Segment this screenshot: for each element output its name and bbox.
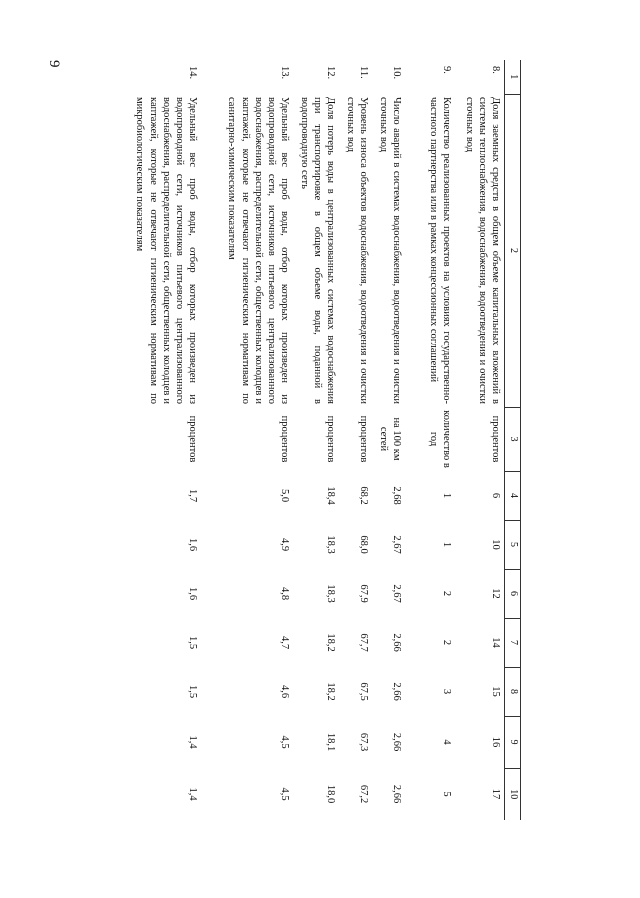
value-col-4: 6 (490, 492, 502, 499)
row-unit: процентов (358, 415, 369, 463)
value-col-9: 4 (441, 739, 452, 745)
value-col-8: 67,5 (358, 682, 369, 701)
value-col-6: 4,8 (279, 586, 290, 601)
row-description: Удельный вес проб воды, отбор которых произведен из водопроводной сети, источников питьевого централизованного водоснабжения, распределительной сети, общественных колодцев и каптажей, которые не отвечают гигиеническим нормативам по микробиологическим показателям (134, 97, 198, 404)
value-col-10: 5 (441, 791, 452, 797)
row-description: Число аварий в системах водоснабжения, водоотведения и очистки сточных вод (377, 97, 402, 404)
row-description: Количество реализованных проектов на условиях государственно-частного партнерства или в рамках концессионных соглашений (427, 97, 452, 404)
table-row (372, 60, 405, 820)
value-col-5: 4,9 (279, 537, 290, 552)
value-col-9: 18,1 (325, 732, 336, 752)
value-col-5: 1,6 (187, 537, 198, 552)
row-number: 13. (279, 66, 290, 80)
table-header-row (505, 60, 521, 820)
row-number: 8. (490, 66, 502, 74)
table-row (293, 60, 339, 820)
header-col-1: 1 (505, 60, 521, 94)
value-col-7: 18,2 (325, 633, 336, 652)
row-unit: на 100 км сетей (377, 417, 402, 461)
value-col-8: 15 (490, 686, 502, 697)
value-col-5: 2,67 (391, 535, 402, 554)
header-col-2: 2 (505, 94, 521, 407)
header-col-7: 7 (505, 618, 521, 667)
row-number: 14. (187, 66, 198, 80)
row-number: 12. (325, 66, 336, 80)
value-col-4: 68,2 (358, 486, 369, 505)
table-row (116, 60, 201, 820)
header-col-9: 9 (505, 716, 521, 768)
page-number: 9 (46, 60, 62, 68)
value-col-10: 18,0 (325, 784, 336, 804)
value-col-4: 1 (441, 492, 452, 499)
value-col-6: 12 (490, 588, 502, 599)
value-col-6: 2,67 (391, 584, 402, 603)
value-col-8: 2,66 (391, 682, 402, 701)
table-row (201, 60, 293, 820)
value-col-7: 14 (490, 637, 502, 648)
value-col-8: 1,5 (187, 684, 198, 699)
row-description: Доля заемных средств в общем объеме капитальных вложений в системы теплоснабжения, водоснабжения, водоотведения и очистки сточных вод (464, 97, 502, 404)
row-description: Доля потерь воды в централизованных системах водоснабжения при транспортировке в общем объеме воды, поданной в водопроводную сеть (298, 97, 336, 404)
value-col-6: 2 (441, 590, 452, 597)
value-col-4: 5,0 (279, 488, 290, 503)
header-col-6: 6 (505, 569, 521, 618)
value-col-9: 16 (490, 736, 502, 748)
value-col-7: 67,7 (358, 633, 369, 652)
header-col-10: 10 (505, 768, 521, 820)
row-number: 9. (441, 66, 452, 74)
value-col-9: 67,3 (358, 732, 369, 752)
header-col-3: 3 (505, 407, 521, 471)
row-unit: количество в год (427, 410, 452, 468)
value-col-8: 3 (441, 688, 452, 695)
value-col-7: 2,66 (391, 633, 402, 652)
header-col-8: 8 (505, 667, 521, 716)
row-description: Удельный вес проб воды, отбор которых произведен из водопроводной сети, источников питьевого централизованного водоснабжения, распределительной сети, общественных колодцев и каптажей, которые не отвечают гигиеническим нормативам по санитарно-химическим показателям (226, 97, 290, 404)
row-number: 11. (358, 66, 369, 79)
table-row (455, 60, 505, 820)
value-col-10: 4,5 (279, 787, 290, 801)
value-col-5: 18,3 (325, 535, 336, 554)
row-number: 10. (391, 66, 402, 80)
indicators-table (116, 60, 521, 820)
value-col-6: 1,6 (187, 586, 198, 601)
table-row (339, 60, 372, 820)
row-unit: процентов (490, 415, 502, 463)
value-col-7: 2 (441, 639, 452, 646)
value-col-8: 18,2 (325, 682, 336, 701)
value-col-7: 1,5 (187, 635, 198, 650)
row-description: Уровень износа объектов водоснабжения, водоотведения и очистки сточных вод (344, 97, 369, 404)
value-col-4: 1,7 (187, 488, 198, 503)
value-col-6: 18,3 (325, 584, 336, 603)
value-col-4: 2,68 (391, 486, 402, 505)
header-col-4: 4 (505, 471, 521, 520)
value-col-5: 10 (490, 539, 502, 550)
value-col-10: 2,66 (391, 784, 402, 804)
value-col-10: 17 (490, 788, 502, 800)
value-col-6: 67,9 (358, 584, 369, 603)
value-col-9: 2,66 (391, 732, 402, 752)
header-col-5: 5 (505, 520, 521, 569)
row-unit: процентов (187, 415, 198, 463)
value-col-8: 4,6 (279, 684, 290, 699)
table-row (405, 60, 455, 820)
row-unit: процентов (279, 415, 290, 463)
value-col-9: 1,4 (187, 735, 198, 749)
row-unit: процентов (325, 415, 336, 463)
value-col-4: 18,4 (325, 486, 336, 505)
value-col-7: 4,7 (279, 635, 290, 650)
value-col-5: 68,0 (358, 535, 369, 554)
value-col-10: 1,4 (187, 787, 198, 801)
indicators-table-container (122, 60, 521, 820)
value-col-9: 4,5 (279, 735, 290, 749)
value-col-5: 1 (441, 541, 452, 548)
value-col-10: 67,2 (358, 784, 369, 804)
